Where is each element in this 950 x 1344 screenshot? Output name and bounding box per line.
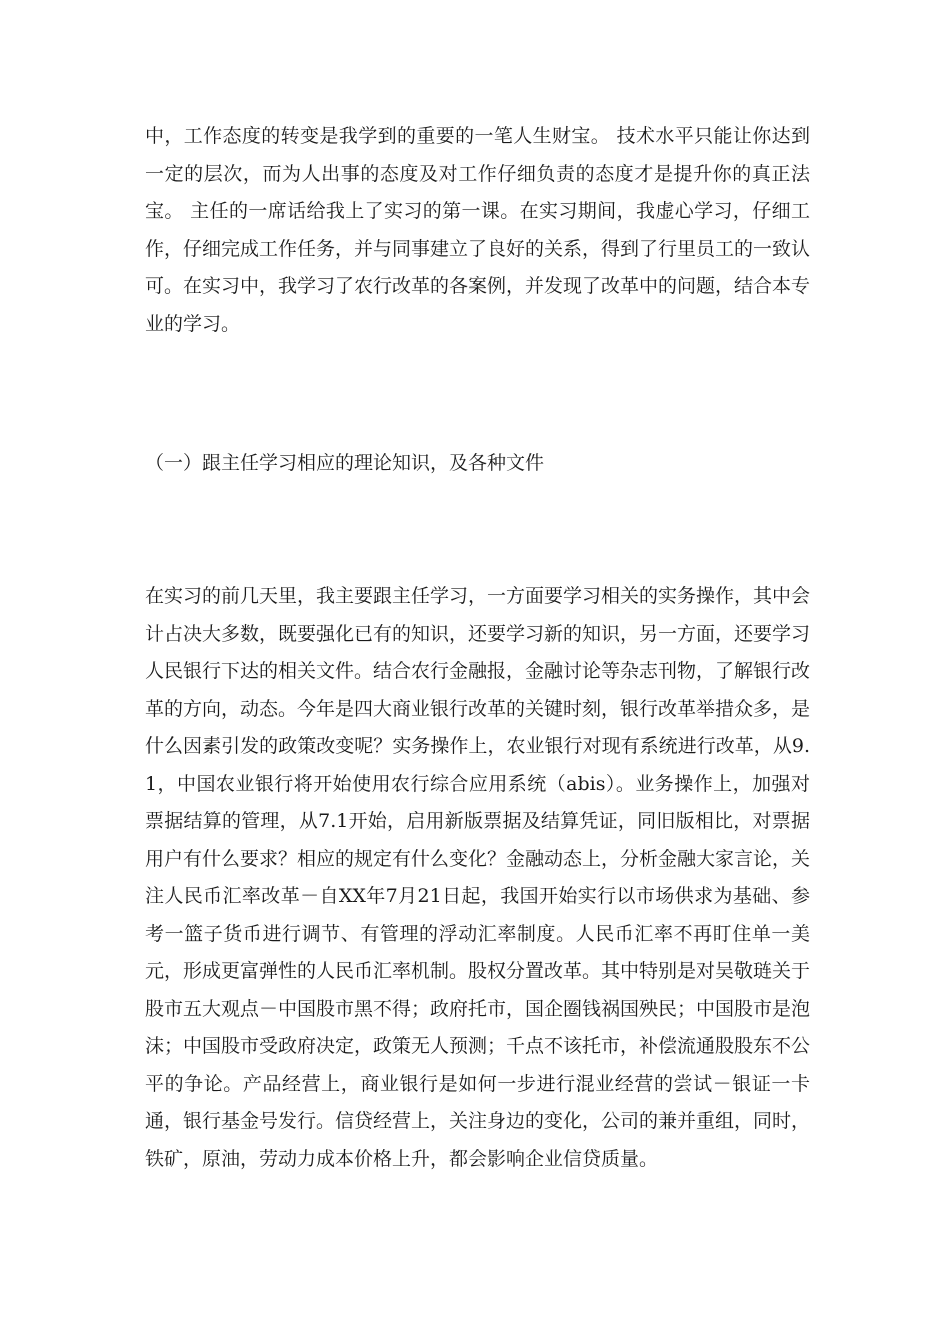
body-paragraph-intro: 中，工作态度的转变是我学到的重要的一笔人生财宝。 技术水平只能让你达到一定的层次，而为人出事的态度及对工作仔细负责的态度才是提升你的真正法宝。 主任的一席话给我上了实习的第一课。在实习期间，我虚心学习，仔细工作，仔细完成工作任务，并与同事建立了良好的关系，得到了行里员工的一致认可。在实习中，我学习了农行改革的各案例，并发现了改革中的问题，结合本专业的学习。: [145, 125, 811, 335]
body-paragraph-internship: 在实习的前几天里，我主要跟主任学习，一方面要学习相关的实务操作，其中会计占决大多数，既要强化已有的知识，还要学习新的知识，另一方面，还要学习人民银行下达的相关文件。结合农行金融报，金融讨论等杂志刊物，了解银行改革的方向，动态。今年是四大商业银行改革的关键时刻，银行改革举措众多，是什么因素引发的政策改变呢？实务操作上，农业银行对现有系统进行改革，从9.1，中国农业银行将开始使用农行综合应用系统（abis）。业务操作上，加强对票据结算的管理，从7.1开始，启用新版票据及结算凭证，同旧版相比，对票据用户有什么要求？相应的规定有什么变化？金融动态上，分析金融大家言论，关注人民币汇率改革－自XX年7月21日起，我国开始实行以市场供求为基础、参考一篮子货币进行调节、有管理的浮动汇率制度。人民币汇率不再盯住单一美元，形成更富弹性的人民币汇率机制。股权分置改革。其中特别是对吴敬琏关于股市五大观点－中国股市黑不得；政府托市，国企圈钱祸国殃民；中国股市是泡沫；中国股市受政府决定，政策无人预测；千点不该托市，补偿流通股股东不公平的争论。产品经营上，商业银行是如何一步进行混业经营的尝试－银证一卡通，银行基金号发行。信贷经营上，关注身边的变化，公司的兼并重组，同时，铁矿，原油，劳动力成本价格上升，都会影响企业信贷质量。: [145, 585, 811, 1170]
section-heading: （一）跟主任学习相应的理论知识，及各种文件: [145, 452, 545, 474]
